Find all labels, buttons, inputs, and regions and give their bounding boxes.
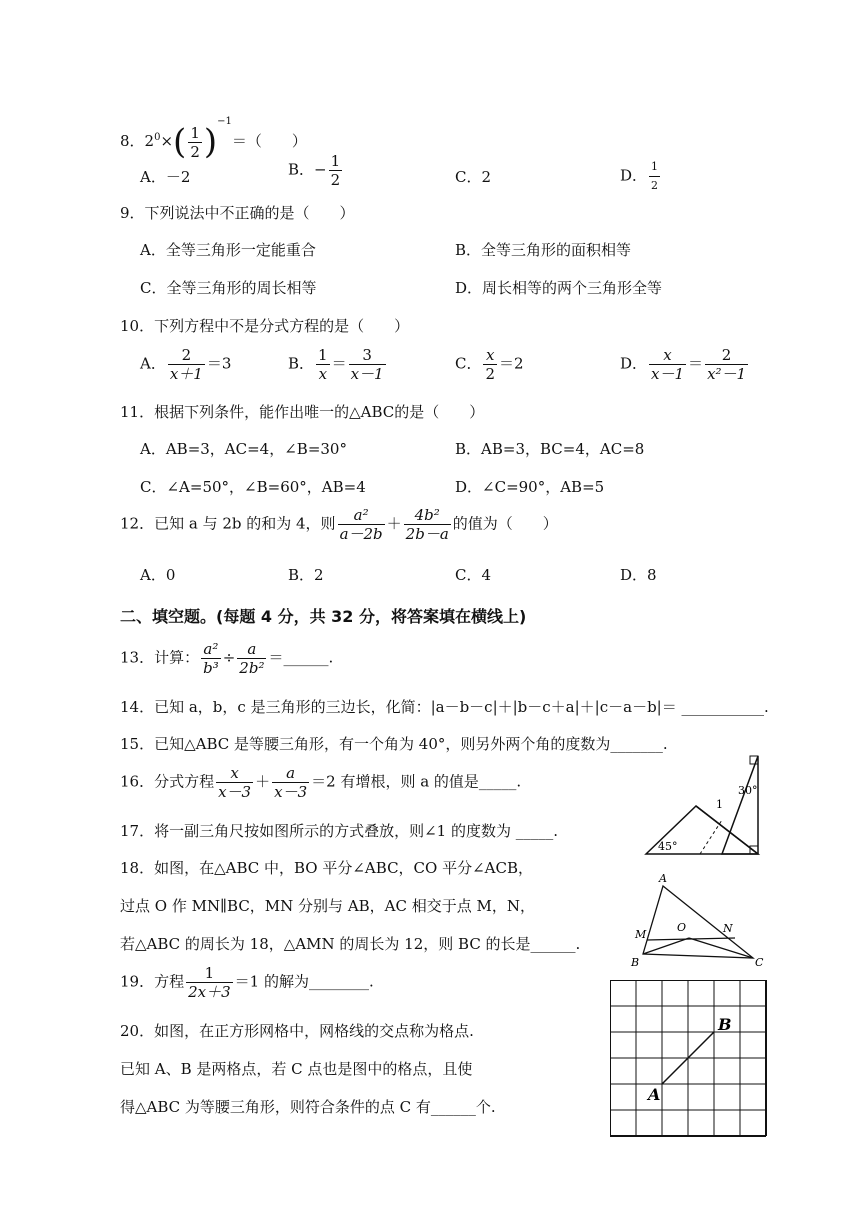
q8-stem: 8．$2^0\times$( $\frac{1}{2}$ )$^{-1}$＝（ ） [120,116,307,162]
q20-line3: 得△ABC 为等腰三角形，则符合条件的点 C 有______个. [120,1098,496,1116]
q20-line2: 已知 A、B 是两格点，若 C 点也是图中的格点，且使 [120,1060,473,1078]
q11-option-d[interactable]: D．∠C=90°，AB=5 [455,478,605,496]
q9-option-a[interactable]: A．全等三角形一定能重合 [140,241,316,259]
grid-point-a-label: A [648,1085,661,1104]
q9-option-b[interactable]: B．全等三角形的面积相等 [455,241,632,259]
q10-stem: 10．下列方程中不是分式方程的是（ ） [120,317,410,335]
q11-stem: 11．根据下列条件，能作出唯一的△ABC的是（ ） [120,403,485,421]
q16-stem: 16．分式方程 $\frac{x}{x-3}$ ＋ $\frac{a}{x-3}$ ＝2 有增根，则 a 的值是_____. [120,764,522,801]
q17-stem: 17．将一副三角尺按如图所示的方式叠放，则∠1 的度数为 _____. [120,822,559,840]
q19-stem: 19．方程 $\frac{1}{2x+3}$ ＝1 的解为________. [120,964,374,1001]
q12-stem: 12．已知 a 与 2b 的和为 4，则 $\frac{\text{a²}}{a-2b}$ ＋ $\frac{\text{4b²}}{2b-a}$ 的值为（ ） [120,506,558,543]
angle-45-label: 45° [658,840,678,853]
figure-set-squares [640,750,770,860]
q10-option-b[interactable]: B． $\frac{1}{x}$ ＝ $\frac{3}{x-1}$ [288,346,384,383]
figure-triangle-abc [625,870,775,970]
q11-option-a[interactable]: A．AB=3，AC=4，∠B=30° [140,440,347,458]
q11-option-b[interactable]: B．AB=3，BC=4，AC=8 [455,440,645,458]
q12-option-c[interactable]: C．4 [455,566,492,584]
q9-stem: 9．下列说法中不正确的是（ ） [120,204,355,222]
q8-option-a[interactable]: A．－2 [140,168,191,186]
point-o-label: O [677,921,687,934]
point-c-label: C [755,956,764,969]
q8-option-b[interactable]: B．− $\frac{1}{2}$ [288,152,341,189]
q10-option-c[interactable]: C． $\frac{x}{2}$ ＝2 [455,346,524,383]
grid-point-b-label: B [718,1015,732,1034]
q11-option-c[interactable]: C．∠A=50°，∠B=60°，AB=4 [140,478,366,496]
q20-line1: 20．如图，在正方形网格中，网格线的交点称为格点. [120,1022,474,1040]
section-title: 二、填空题。(每题 4 分，共 32 分，将答案填在横线上) [120,607,527,626]
q18-line3: 若△ABC 的周长为 18，△AMN 的周长为 12，则 BC 的长是______. [120,935,581,953]
q10-option-d[interactable]: D． $\frac{x}{x-1}$ ＝ $\frac{2}{\text{x²－1}}$ [620,346,747,383]
figure-square-grid [610,980,770,1140]
point-m-label: M [635,928,647,941]
point-b-label: B [631,956,640,969]
q12-option-a[interactable]: A．0 [140,566,176,584]
q15-stem: 15．已知△ABC 是等腰三角形，有一个角为 40°，则另外两个角的度数为_______. [120,735,668,753]
angle-1-label: 1 [716,798,723,811]
point-a-label: A [659,872,667,885]
q18-line1: 18．如图，在△ABC 中，BO 平分∠ABC，CO 平分∠ACB， [120,859,533,877]
q18-line2: 过点 O 作 MN∥BC，MN 分别与 AB，AC 相交于点 M，N， [120,897,535,915]
q8-option-c[interactable]: C．2 [455,168,492,186]
q9-option-c[interactable]: C．全等三角形的周长相等 [140,279,317,297]
angle-30-label: 30° [738,784,758,797]
q13-stem: 13．计算： $\frac{\text{a²}}{\text{b³}}$ ÷ $\frac{a}{\text{2b²}}$ ＝______. [120,640,334,677]
q9-option-d[interactable]: D．周长相等的两个三角形全等 [455,279,663,297]
q14-stem: 14．已知 a，b，c 是三角形的三边长，化简：|a－b－c|＋|b－c＋a|＋|c－a－b|＝ ___________. [120,698,769,716]
point-n-label: N [723,922,733,935]
q10-option-a[interactable]: A． $\frac{2}{x+1}$ ＝3 [140,346,232,383]
q8-option-d[interactable]: D． $\frac{1}{2}$ [620,160,659,192]
q12-option-b[interactable]: B．2 [288,566,324,584]
q12-option-d[interactable]: D．8 [620,566,657,584]
